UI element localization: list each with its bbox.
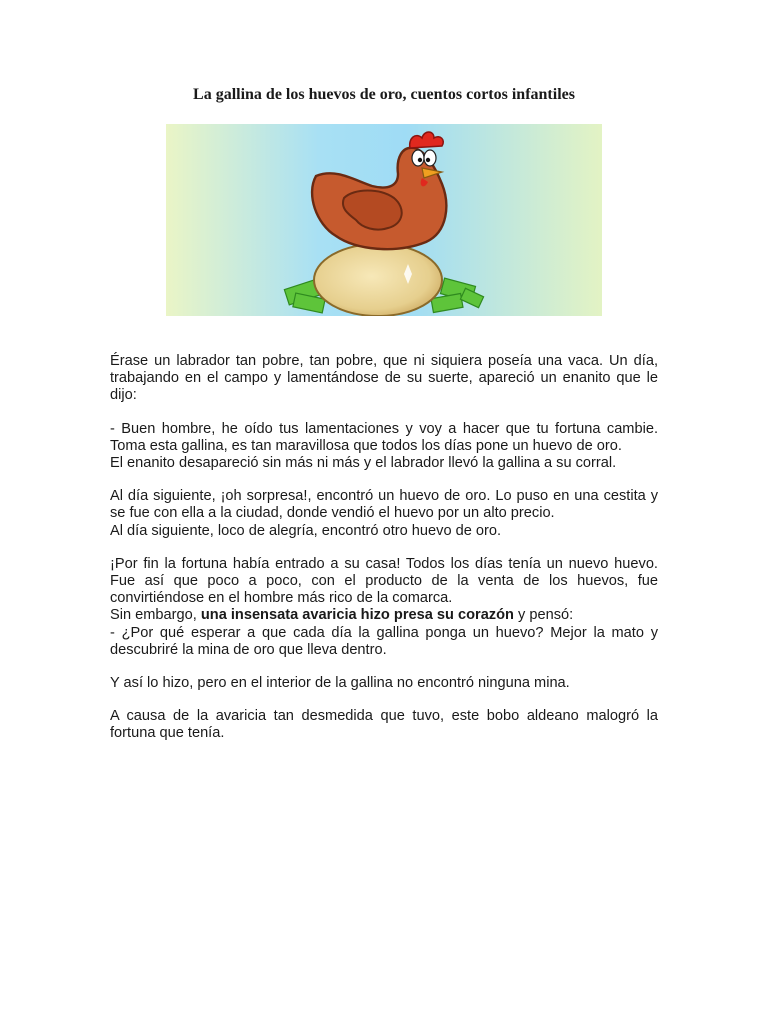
paragraph-5: Y así lo hizo, pero en el interior de la gallina no encontró ninguna mina.	[110, 675, 570, 692]
paragraph-4-line-3: - ¿Por qué esperar a que cada día la gallina ponga un huevo? Mejor la mato y descubriré la mina de oro que lleva dentro.	[110, 624, 658, 658]
paragraph-2-line-1: - Buen hombre, he oído tus lamentaciones y voy a hacer que tu fortuna cambie. Toma esta gallina, es tan maravillosa que todos los días pone un huevo de oro.	[110, 420, 658, 454]
paragraph-1: Érase un labrador tan pobre, tan pobre, que ni siquiera poseía una vaca. Un día, trabajando en el campo y lamentándose de su suerte, apareció un enanito que le dijo:	[110, 353, 658, 404]
paragraph-6: A causa de la avaricia tan desmedida que tuvo, este bobo aldeano malogró la fortuna que tenía.	[110, 708, 658, 742]
paragraph-3	[110, 488, 658, 540]
paragraph-4-line-2	[110, 607, 658, 624]
paragraph-3-line-2: Al día siguiente, loco de alegría, encontró otro huevo de oro.	[110, 522, 502, 539]
hen-on-golden-egg-icon	[166, 124, 602, 316]
page-title: La gallina de los huevos de oro, cuentos cortos infantiles	[193, 86, 575, 103]
paragraph-3-line-1: Al día siguiente, ¡oh sorpresa!, encontró un huevo de oro. Lo puso en una cestita y se fue con ella a la ciudad, donde vendió el huevo por un alto precio.	[110, 488, 658, 522]
paragraph-4-line-2-before: Sin embargo,	[110, 607, 201, 624]
emphasis-text: una insensata avaricia hizo presa su corazón	[200, 607, 514, 624]
paragraph-4-line-1: ¡Por fin la fortuna había entrado a su casa! Todos los días tenía un nuevo huevo. Fue así que poco a poco, con el producto de la venta de los huevos, fue convirtiéndose en el hombre más rico de la comarca.	[110, 555, 658, 607]
story-body	[110, 353, 658, 759]
paragraph-4	[110, 556, 658, 659]
paragraph-2	[110, 421, 658, 473]
paragraph-2-line-2: El enanito desapareció sin más ni más y el labrador llevó la gallina a su corral.	[110, 455, 617, 472]
paragraph-4-line-2-after: y pensó:	[513, 607, 574, 624]
